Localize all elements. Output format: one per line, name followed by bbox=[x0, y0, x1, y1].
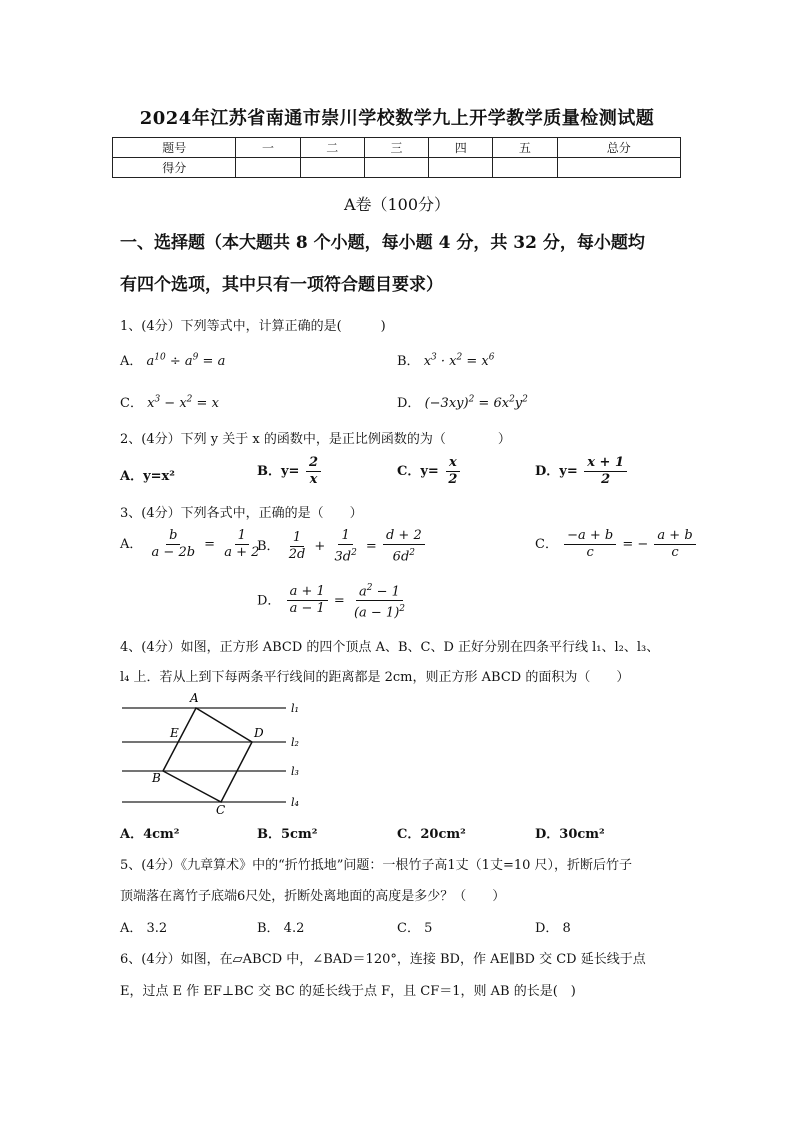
label-l1: l₁ bbox=[291, 702, 299, 715]
option-letter: A． bbox=[120, 537, 143, 552]
score-cell: 三 bbox=[364, 138, 428, 158]
option-letter: B． bbox=[257, 539, 280, 555]
q1-option-b: B． $x^3 \cdot x^2 = x^6$ bbox=[397, 352, 495, 369]
q3-option-b: B． $\frac{1}{2d}$ + $\frac{1}{3d^2}$ = $\frac{d + 2}{6d^2}$ bbox=[257, 528, 427, 565]
score-cell: 得分 bbox=[113, 158, 236, 178]
score-cell: 五 bbox=[493, 138, 557, 158]
label-a: A bbox=[190, 691, 199, 705]
q1-option-a: A． $a^{10} \div a^9 = a$ bbox=[120, 352, 226, 369]
question-4-line1: 4、(4分）如图，正方形 ABCD 的四个顶点 A、B、C、D 正好分别在四条平行线 l₁、l₂、l₃、 bbox=[120, 640, 660, 655]
question-1-stem: 1、(4分）下列等式中，计算正确的是( ) bbox=[120, 319, 386, 334]
q3-option-d: D． $\frac{a + 1}{a - 1}$ = $\frac{a^2 - 1}{(a - 1)^2}$ bbox=[257, 580, 410, 622]
option-letter: C．y= bbox=[397, 464, 439, 479]
section-juan: A卷（100分） bbox=[343, 195, 451, 214]
option-letter: C． bbox=[535, 537, 558, 552]
score-input-cell[interactable] bbox=[557, 158, 680, 178]
score-cell: 总分 bbox=[557, 138, 680, 158]
label-l3: l₃ bbox=[291, 765, 299, 778]
q5-option-d: D． 8 bbox=[535, 921, 571, 936]
option-letter: D． bbox=[257, 593, 281, 609]
q1-option-d: D． $(-3xy)^2 = 6x^2y^2$ bbox=[397, 394, 528, 411]
score-cell: 四 bbox=[429, 138, 493, 158]
question-6-line2: E，过点 E 作 EF⊥BC 交 BC 的延长线于点 F，且 CF＝1，则 AB 的长是( ) bbox=[120, 984, 576, 999]
option-letter: B． bbox=[397, 354, 420, 369]
q2-option-b: B．y= $\frac{2}{x}$ bbox=[257, 455, 323, 488]
exam-title: 2024年江苏省南通市崇川学校数学九上开学教学质量检测试题 bbox=[139, 108, 655, 129]
q2-option-a: A．y=x² bbox=[120, 469, 175, 484]
label-l2: l₂ bbox=[291, 736, 299, 749]
section-heading-line2: 有四个选项，其中只有一项符合题目要求） bbox=[120, 275, 443, 295]
option-letter: D．y= bbox=[535, 464, 578, 479]
option-letter: D． bbox=[397, 396, 421, 411]
label-b: B bbox=[152, 771, 161, 785]
option-letter: B．y= bbox=[257, 464, 300, 479]
option-letter: A． bbox=[120, 354, 143, 369]
label-e: E bbox=[170, 726, 179, 740]
label-c: C bbox=[216, 803, 226, 814]
score-table-score-row bbox=[113, 158, 681, 178]
question-5-line2: 顶端落在离竹子底端6尺处，折断处离地面的高度是多少？（ ） bbox=[120, 889, 506, 904]
question-4-line2: l₄ 上．若从上到下每两条平行线间的距离都是 2cm，则正方形 ABCD 的面积为（ ） bbox=[120, 670, 630, 685]
q1-option-c: C． $x^3 - x^2 = x$ bbox=[120, 394, 219, 411]
score-input-cell[interactable] bbox=[300, 158, 364, 178]
q3-option-c: C． $\frac{-a + b}{c}$ = − $\frac{a + b}{c}$ bbox=[535, 528, 698, 561]
q5-option-a: A． 3.2 bbox=[120, 921, 168, 936]
q3-option-a: A． $\frac{b}{a - 2b}$ = $\frac{1}{a + 2}$ bbox=[120, 528, 260, 560]
score-input-cell[interactable] bbox=[493, 158, 557, 178]
label-d: D bbox=[254, 726, 264, 740]
score-input-cell[interactable] bbox=[236, 158, 300, 178]
score-table-header-row bbox=[113, 138, 681, 158]
score-cell: 一 bbox=[236, 138, 300, 158]
question-2-stem: 2、(4分）下列 y 关于 x 的函数中，是正比例函数的为（ ） bbox=[120, 432, 511, 447]
q2-option-c: C．y= $\frac{x}{2}$ bbox=[397, 455, 462, 488]
score-input-cell[interactable] bbox=[429, 158, 493, 178]
parallel-lines-square-figure bbox=[118, 690, 318, 814]
label-l4: l₄ bbox=[291, 796, 299, 809]
q4-option-b: B．5cm² bbox=[257, 827, 318, 842]
q4-option-c: C．20cm² bbox=[397, 827, 466, 842]
square-abcd bbox=[163, 708, 252, 802]
q4-option-d: D．30cm² bbox=[535, 827, 605, 842]
score-input-cell[interactable] bbox=[364, 158, 428, 178]
q5-option-c: C． 5 bbox=[397, 921, 433, 936]
question-5-line1: 5、(4分）《九章算术》中的“折竹抵地”问题：一根竹子高1丈（1丈=10 尺），折断后竹子 bbox=[120, 858, 633, 873]
section-heading-line1: 一、选择题（本大题共 8 个小题，每小题 4 分，共 32 分，每小题均 bbox=[120, 233, 645, 253]
question-6-line1: 6、(4分）如图，在▱ABCD 中，∠BAD＝120°，连接 BD，作 AE∥BD 交 CD 延长线于点 bbox=[120, 952, 646, 967]
question-3-stem: 3、(4分）下列各式中，正确的是（ ） bbox=[120, 506, 363, 521]
q2-option-d: D．y= $\frac{x + 1}{2}$ bbox=[535, 455, 629, 488]
q5-option-b: B． 4.2 bbox=[257, 921, 305, 936]
score-table bbox=[112, 137, 681, 178]
option-letter: C． bbox=[120, 396, 143, 411]
score-cell: 题号 bbox=[113, 138, 236, 158]
score-cell: 二 bbox=[300, 138, 364, 158]
q4-option-a: A．4cm² bbox=[120, 827, 180, 842]
